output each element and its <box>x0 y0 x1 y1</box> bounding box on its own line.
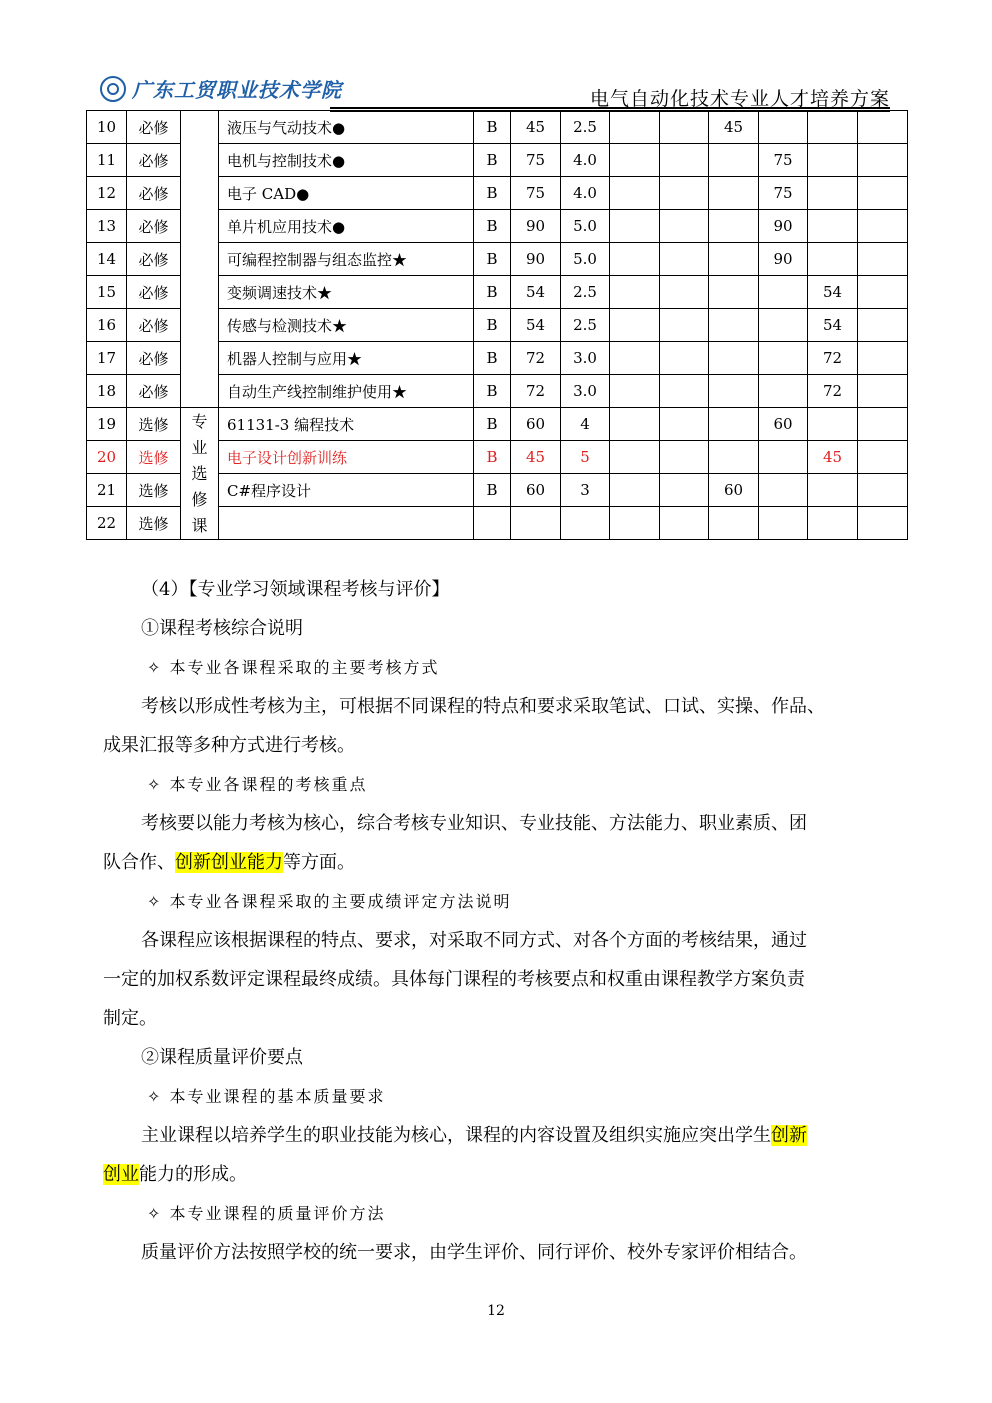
cell-s4: 90 <box>759 243 808 276</box>
cell-hours: 90 <box>511 210 561 243</box>
cell-s2 <box>660 474 709 507</box>
cell-hours: 45 <box>511 111 561 144</box>
cell-s3 <box>709 441 759 474</box>
cell-s5 <box>808 111 858 144</box>
text-run: 队合作、 <box>103 852 175 873</box>
course-type-cell: 选修 <box>127 474 181 507</box>
cell-credit: 2.5 <box>561 309 610 342</box>
cell-s2 <box>660 177 709 210</box>
cell-exam: B <box>474 408 511 441</box>
course-name-cell: 电机与控制技术● <box>219 144 474 177</box>
bullet-heading: ✧ 本专业各课程采取的主要成绩评定方法说明 <box>147 892 512 911</box>
course-type-cell: 选修 <box>127 408 181 441</box>
cell-s4 <box>759 276 808 309</box>
course-name-cell: 可编程控制器与组态监控★ <box>219 243 474 276</box>
paragraph-line: 成果汇报等多种方式进行考核。 <box>103 735 355 756</box>
course-name-cell: 电子设计创新训练 <box>219 441 474 474</box>
cell-s1 <box>610 243 660 276</box>
cell-exam: B <box>474 375 511 408</box>
cell-credit: 2.5 <box>561 111 610 144</box>
cell-s1 <box>610 111 660 144</box>
cell-s6 <box>858 474 908 507</box>
cell-credit: 4.0 <box>561 144 610 177</box>
cell-exam: B <box>474 243 511 276</box>
highlighted-text: 创业 <box>103 1164 139 1185</box>
cell-hours: 54 <box>511 276 561 309</box>
cell-exam: B <box>474 342 511 375</box>
cell-s6 <box>858 210 908 243</box>
cell-s2 <box>660 507 709 540</box>
page-number: 12 <box>487 1303 505 1319</box>
cell-s2 <box>660 276 709 309</box>
cell-exam: B <box>474 441 511 474</box>
cell-hours: 60 <box>511 474 561 507</box>
text-run: 能力的形成。 <box>139 1164 247 1185</box>
course-type-cell: 选修 <box>127 507 181 540</box>
text-run: 等方面。 <box>283 852 355 873</box>
cell-s1 <box>610 144 660 177</box>
table-row <box>87 111 908 144</box>
paragraph-line: 各课程应该根据课程的特点、要求，对采取不同方式、对各个方面的考核结果，通过 <box>141 930 807 951</box>
cell-credit <box>561 507 610 540</box>
row-number-cell: 13 <box>87 210 127 243</box>
cell-s3 <box>709 243 759 276</box>
course-name-cell: 机器人控制与应用★ <box>219 342 474 375</box>
row-number-cell: 14 <box>87 243 127 276</box>
row-number-cell: 10 <box>87 111 127 144</box>
row-number-cell: 17 <box>87 342 127 375</box>
row-number-cell: 21 <box>87 474 127 507</box>
elective-group-label <box>181 408 219 540</box>
cell-s3 <box>709 177 759 210</box>
course-name-cell: 传感与检测技术★ <box>219 309 474 342</box>
assessment-section <box>103 570 893 1272</box>
cell-s6 <box>858 408 908 441</box>
cell-s5 <box>808 144 858 177</box>
cell-s1 <box>610 441 660 474</box>
cell-s2 <box>660 309 709 342</box>
cell-s5 <box>808 243 858 276</box>
header-rule <box>330 107 890 109</box>
cell-s5 <box>808 474 858 507</box>
cell-s5 <box>808 408 858 441</box>
core-group-cell <box>181 111 219 408</box>
cell-s3 <box>709 375 759 408</box>
table-row <box>87 408 908 441</box>
cell-s1 <box>610 309 660 342</box>
paragraph-line: 考核以形成性考核为主，可根据不同课程的特点和要求采取笔试、口试、实操、作品、 <box>141 696 825 717</box>
cell-s3 <box>709 276 759 309</box>
cell-s6 <box>858 276 908 309</box>
paragraph-line <box>103 843 893 882</box>
cell-s6 <box>858 111 908 144</box>
group-label-char: 课 <box>191 515 208 535</box>
course-name-cell: 自动生产线控制维护使用★ <box>219 375 474 408</box>
cell-s4: 75 <box>759 144 808 177</box>
cell-credit: 2.5 <box>561 276 610 309</box>
bullet-heading: ✧ 本专业课程的质量评价方法 <box>147 1204 386 1223</box>
cell-hours: 72 <box>511 375 561 408</box>
row-number-cell: 22 <box>87 507 127 540</box>
row-number-cell: 11 <box>87 144 127 177</box>
cell-s5: 45 <box>808 441 858 474</box>
cell-s4 <box>759 375 808 408</box>
cell-exam <box>474 507 511 540</box>
course-table <box>86 110 908 540</box>
cell-exam: B <box>474 276 511 309</box>
cell-s1 <box>610 177 660 210</box>
cell-s5 <box>808 177 858 210</box>
row-number-cell: 12 <box>87 177 127 210</box>
cell-hours: 60 <box>511 408 561 441</box>
course-type-cell: 必修 <box>127 243 181 276</box>
course-name-cell: 液压与气动技术● <box>219 111 474 144</box>
group-label-char: 专 <box>191 411 208 431</box>
cell-s3 <box>709 342 759 375</box>
cell-s5 <box>808 507 858 540</box>
course-type-cell: 必修 <box>127 177 181 210</box>
course-type-cell: 必修 <box>127 276 181 309</box>
cell-hours: 72 <box>511 342 561 375</box>
course-type-cell: 必修 <box>127 111 181 144</box>
row-number-cell: 15 <box>87 276 127 309</box>
paragraph-line: 质量评价方法按照学校的统一要求，由学生评价、同行评价、校外专家评价相结合。 <box>141 1242 807 1263</box>
cell-s3 <box>709 408 759 441</box>
cell-exam: B <box>474 177 511 210</box>
highlighted-text: 创新创业能力 <box>175 852 283 873</box>
highlighted-text: 创新 <box>771 1125 807 1146</box>
page-header <box>100 70 890 110</box>
cell-hours: 54 <box>511 309 561 342</box>
cell-s1 <box>610 342 660 375</box>
cell-s1 <box>610 276 660 309</box>
cell-hours <box>511 507 561 540</box>
cell-credit: 3.0 <box>561 375 610 408</box>
bullet-heading: ✧ 本专业各课程的考核重点 <box>147 775 368 794</box>
cell-s4 <box>759 111 808 144</box>
cell-s3: 60 <box>709 474 759 507</box>
course-name-cell <box>219 507 474 540</box>
paragraph-line <box>103 1155 893 1194</box>
cell-s6 <box>858 309 908 342</box>
cell-exam: B <box>474 144 511 177</box>
cell-credit: 3 <box>561 474 610 507</box>
cell-credit: 3.0 <box>561 342 610 375</box>
paragraph-line: 一定的加权系数评定课程最终成绩。具体每门课程的考核要点和权重由课程教学方案负责 <box>103 969 805 990</box>
cell-s4: 75 <box>759 177 808 210</box>
bullet-heading: ✧ 本专业各课程采取的主要考核方式 <box>147 658 440 677</box>
school-name: 广东工贸职业技术学院 <box>132 78 342 102</box>
cell-s6 <box>858 177 908 210</box>
paragraph-line: 考核要以能力考核为核心，综合考核专业知识、专业技能、方法能力、职业素质、团 <box>141 813 807 834</box>
cell-exam: B <box>474 309 511 342</box>
cell-s6 <box>858 375 908 408</box>
row-number-cell: 20 <box>87 441 127 474</box>
course-name-cell: 电子 CAD● <box>219 177 474 210</box>
cell-s2 <box>660 111 709 144</box>
cell-s1 <box>610 507 660 540</box>
group-label-char: 修 <box>191 489 208 509</box>
cell-s5: 54 <box>808 276 858 309</box>
school-seal-icon <box>100 76 126 102</box>
subsection-heading: ②课程质量评价要点 <box>141 1047 303 1068</box>
cell-s5: 72 <box>808 375 858 408</box>
cell-s4 <box>759 474 808 507</box>
text-run: 主业课程以培养学生的职业技能为核心，课程的内容设置及组织实施应突出学生 <box>141 1125 771 1146</box>
cell-s2 <box>660 210 709 243</box>
course-type-cell: 选修 <box>127 441 181 474</box>
cell-s2 <box>660 408 709 441</box>
cell-s2 <box>660 342 709 375</box>
cell-hours: 45 <box>511 441 561 474</box>
cell-credit: 4.0 <box>561 177 610 210</box>
cell-s2 <box>660 441 709 474</box>
course-name-cell: 61131-3 编程技术 <box>219 408 474 441</box>
cell-s5 <box>808 210 858 243</box>
school-logo <box>100 74 342 103</box>
section-heading: （4）【专业学习领域课程考核与评价】 <box>141 579 450 600</box>
course-type-cell: 必修 <box>127 375 181 408</box>
cell-s6 <box>858 342 908 375</box>
cell-s3 <box>709 309 759 342</box>
paragraph-line <box>103 1116 893 1155</box>
bullet-heading: ✧ 本专业课程的基本质量要求 <box>147 1087 386 1106</box>
cell-s1 <box>610 210 660 243</box>
cell-credit: 5 <box>561 441 610 474</box>
cell-s6 <box>858 243 908 276</box>
course-type-cell: 必修 <box>127 144 181 177</box>
cell-s1 <box>610 474 660 507</box>
cell-s4 <box>759 441 808 474</box>
cell-hours: 75 <box>511 144 561 177</box>
group-label-char: 业 <box>191 437 208 457</box>
paragraph-line: 制定。 <box>103 1008 157 1029</box>
course-type-cell: 必修 <box>127 210 181 243</box>
cell-s4: 60 <box>759 408 808 441</box>
cell-s5: 72 <box>808 342 858 375</box>
cell-s1 <box>610 375 660 408</box>
cell-s4: 90 <box>759 210 808 243</box>
cell-s4 <box>759 507 808 540</box>
cell-s3 <box>709 144 759 177</box>
cell-s2 <box>660 375 709 408</box>
cell-exam: B <box>474 111 511 144</box>
cell-hours: 75 <box>511 177 561 210</box>
course-name-cell: 单片机应用技术● <box>219 210 474 243</box>
subsection-heading: ①课程考核综合说明 <box>141 618 303 639</box>
course-name-cell: C#程序设计 <box>219 474 474 507</box>
cell-s4 <box>759 309 808 342</box>
cell-credit: 5.0 <box>561 243 610 276</box>
cell-s6 <box>858 507 908 540</box>
cell-s2 <box>660 144 709 177</box>
course-type-cell: 必修 <box>127 309 181 342</box>
cell-exam: B <box>474 210 511 243</box>
cell-exam: B <box>474 474 511 507</box>
row-number-cell: 16 <box>87 309 127 342</box>
course-name-cell: 变频调速技术★ <box>219 276 474 309</box>
cell-credit: 5.0 <box>561 210 610 243</box>
cell-s4 <box>759 342 808 375</box>
cell-credit: 4 <box>561 408 610 441</box>
group-label-char: 选 <box>191 463 208 483</box>
cell-hours: 90 <box>511 243 561 276</box>
cell-s1 <box>610 408 660 441</box>
cell-s6 <box>858 144 908 177</box>
row-number-cell: 18 <box>87 375 127 408</box>
cell-s5: 54 <box>808 309 858 342</box>
cell-s6 <box>858 441 908 474</box>
cell-s3 <box>709 210 759 243</box>
row-number-cell: 19 <box>87 408 127 441</box>
cell-s2 <box>660 243 709 276</box>
document-title: 电气自动化技术专业人才培养方案 <box>589 88 890 110</box>
cell-s3 <box>709 507 759 540</box>
course-type-cell: 必修 <box>127 342 181 375</box>
cell-s3: 45 <box>709 111 759 144</box>
